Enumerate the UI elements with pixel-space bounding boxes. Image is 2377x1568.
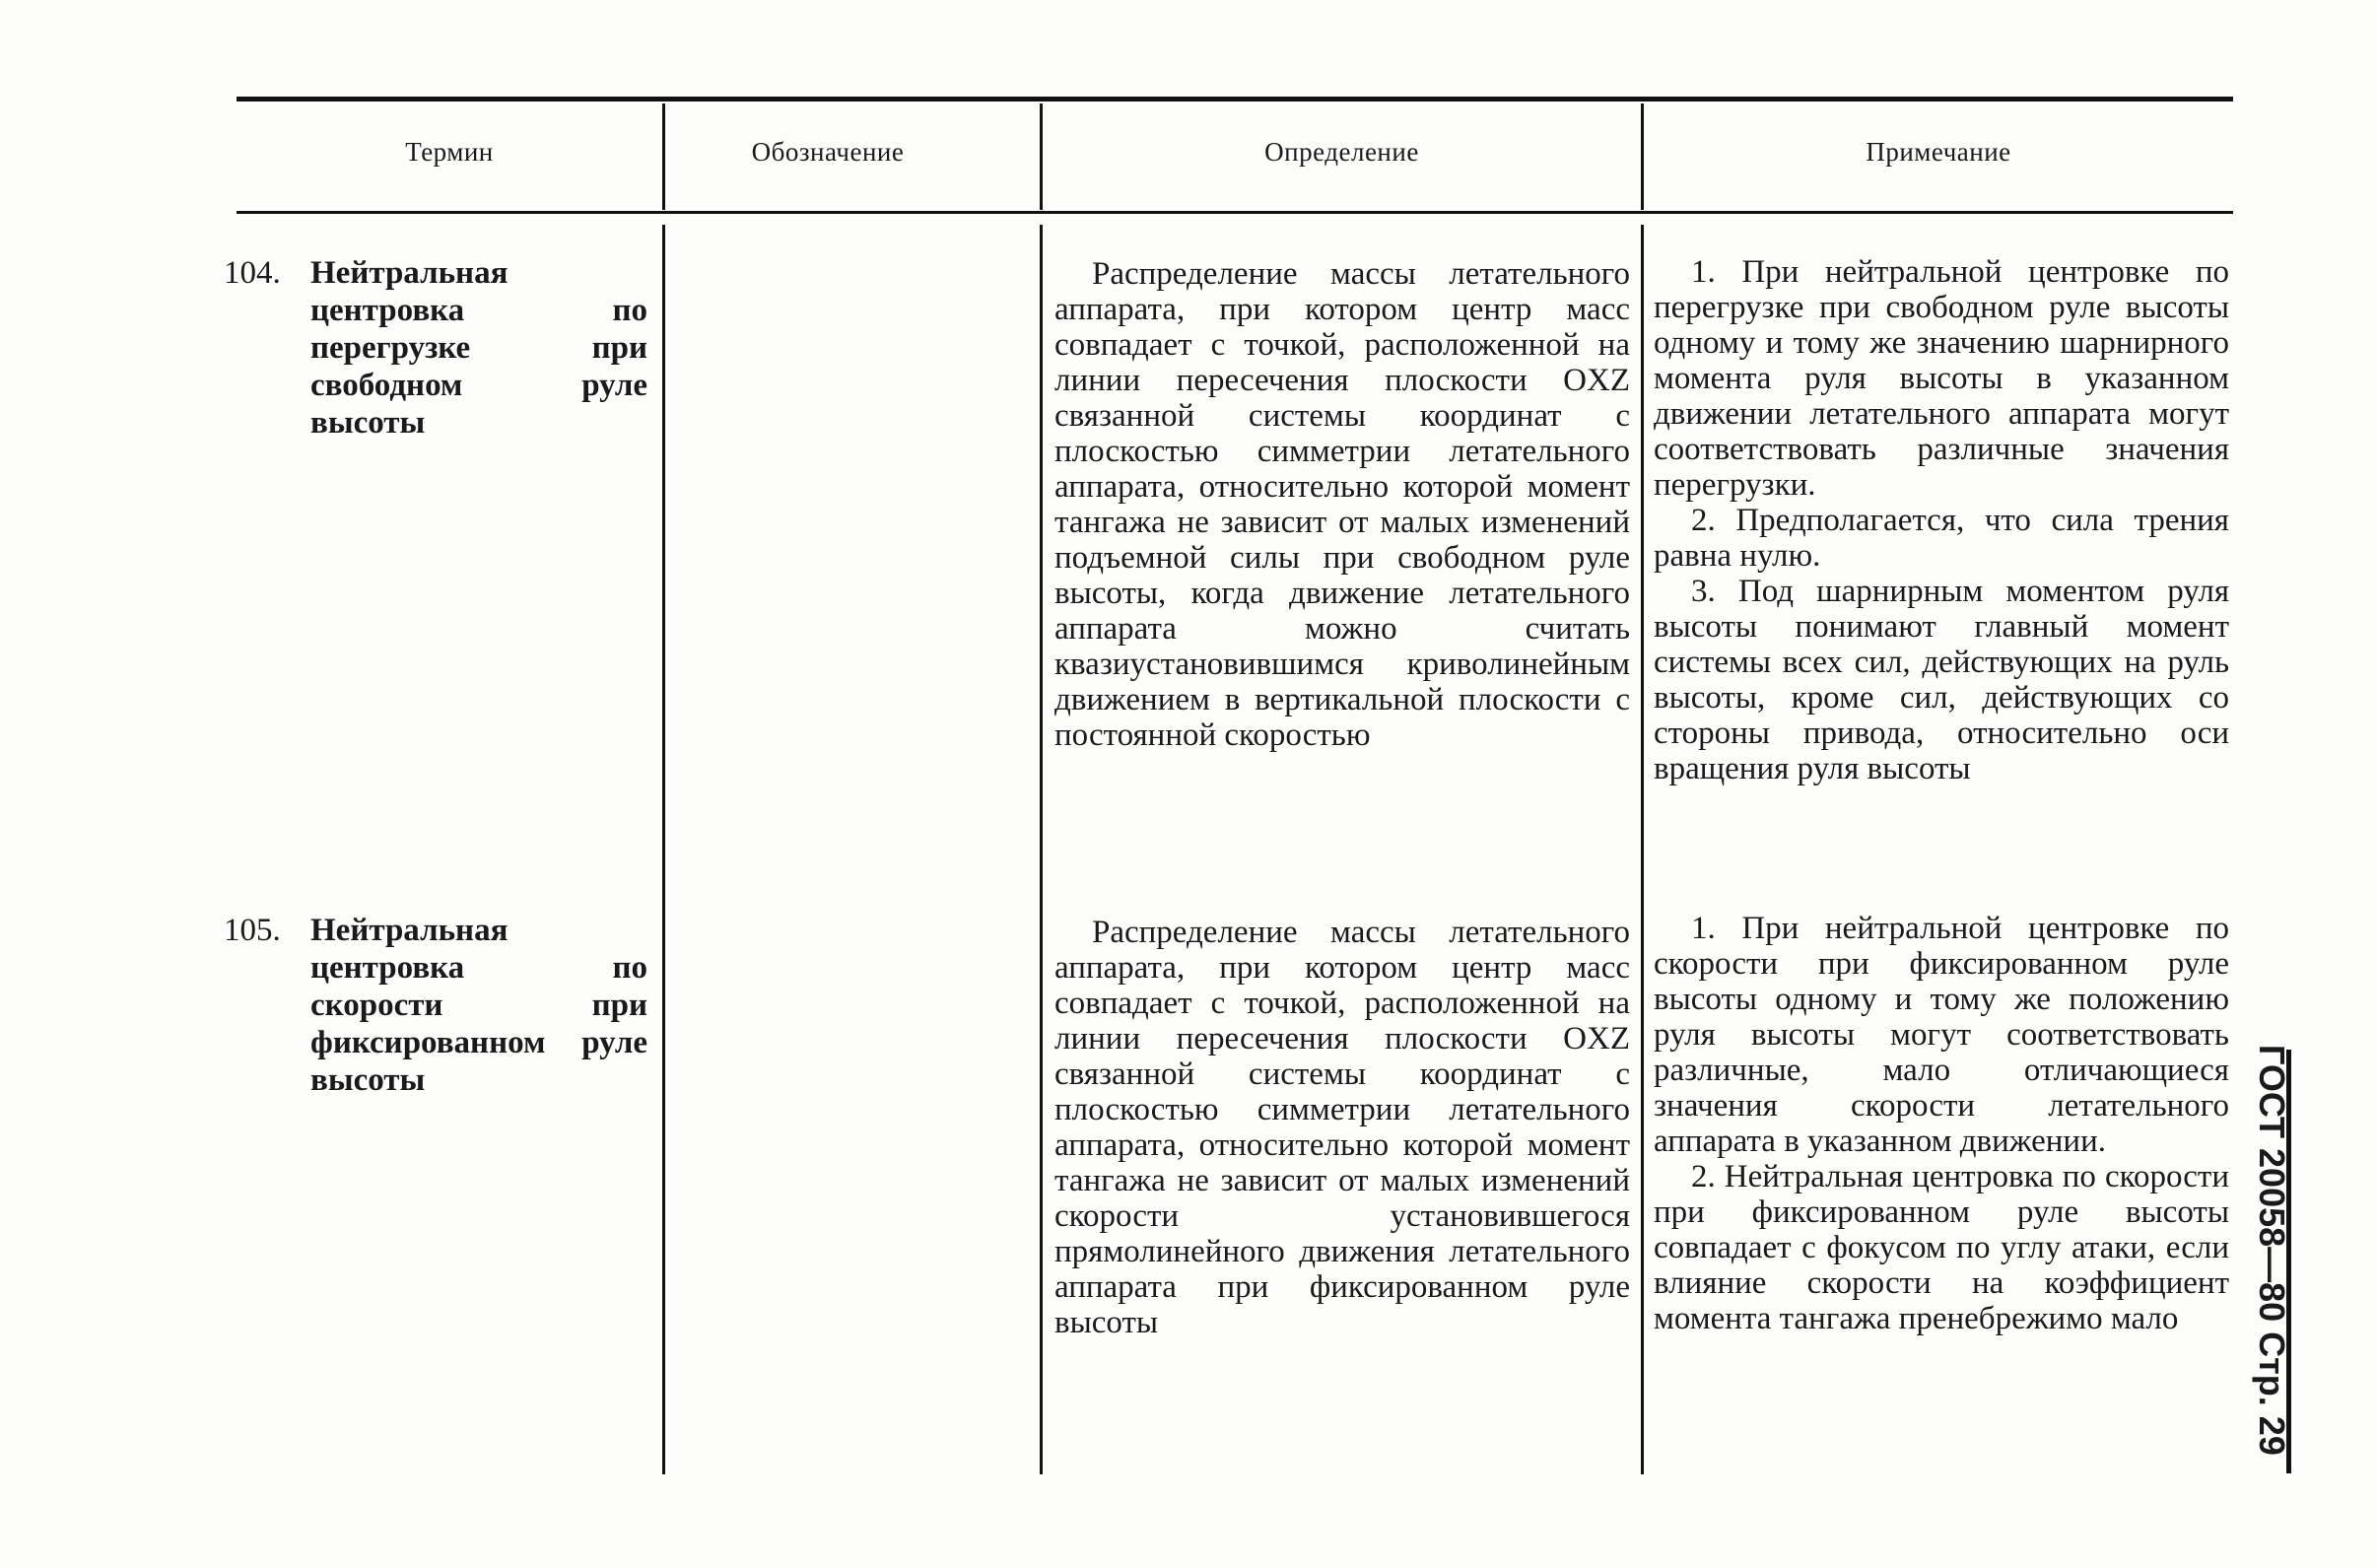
note-cell: [1654, 911, 2229, 1336]
header-term: Термин: [405, 137, 494, 167]
term-cell: [224, 254, 647, 442]
header-bottom-rule: [237, 211, 2233, 214]
note-item: 1. При нейтральной центровке по перегрузке при свободном руле высоты одному и тому же значению шарнирного момента руля высоты в указанном движении летательного аппарата могут соответствовать различные значения перегрузки.: [1654, 254, 2229, 503]
definition-text: Распределение массы летательного аппарата, при котором центр масс совпадает с точкой, расположенной на линии пересечения плоскости OXZ связанной системы координат с плоскостью симметрии летательного аппарата, относительно которой момент тангажа не зависит от малых изменений подъемной силы при свободном руле высоты, когда движение летательного аппарата можно считать квазиустановившимся криволинейным движением в вертикальной плоскости с постоянной скоростью: [1054, 256, 1630, 753]
table-top-rule: [237, 97, 2233, 102]
term-cell: [224, 912, 647, 1099]
note-cell: [1654, 254, 2229, 786]
header-definition: Определение: [1264, 137, 1419, 167]
header-note: Примечание: [1866, 137, 2011, 167]
column-divider-3-body: [1641, 225, 1644, 1474]
column-divider-1-body: [662, 225, 665, 1474]
note-item: 2. Предполагается, что сила трения равна нулю.: [1654, 503, 2229, 574]
definition-cell: [1054, 915, 1630, 1340]
term-number: 105.: [224, 913, 281, 948]
definition-cell: [1054, 256, 1630, 753]
note-item: 3. Под шарнирным моментом руля высоты понимают главный момент системы всех сил, действующих на руль высоты, кроме сил, действующих со стороны привода, относительно оси вращения руля высоты: [1654, 574, 2229, 786]
header-designation: Обозначение: [751, 137, 905, 167]
margin-label: ГОСТ 20058—80 Стр. 29: [2252, 1045, 2292, 1456]
note-item: 1. При нейтральной центровке по скорости при фиксированном руле высоты одному и тому же положению руля высоты могут соответствовать различные, мало отличающиеся значения скорости летательного аппарата в указанном движении.: [1654, 911, 2229, 1159]
term-number: 104.: [224, 255, 281, 291]
definition-text: Распределение массы летательного аппарата, при котором центр масс совпадает с точкой, расположенной на линии пересечения плоскости OXZ связанной системы координат с плоскостью симметрии летательного аппарата, относительно которой момент тангажа не зависит от малых изменений скорости установившегося прямолинейного движения летательного аппарата при фиксированном руле высоты: [1054, 915, 1630, 1340]
column-divider-2-body: [1040, 225, 1043, 1474]
note-item: 2. Нейтральная центровка по скорости при фиксированном руле высоты совпадает с фокусом по углу атаки, если влияние скорости на коэффициент момента тангажа пренебрежимо мало: [1654, 1159, 2229, 1336]
term-name: Нейтральная центровка по перегрузке при свободном руле высоты: [310, 255, 647, 441]
term-name: Нейтральная центровка по скорости при фиксированном руле высоты: [310, 913, 647, 1098]
